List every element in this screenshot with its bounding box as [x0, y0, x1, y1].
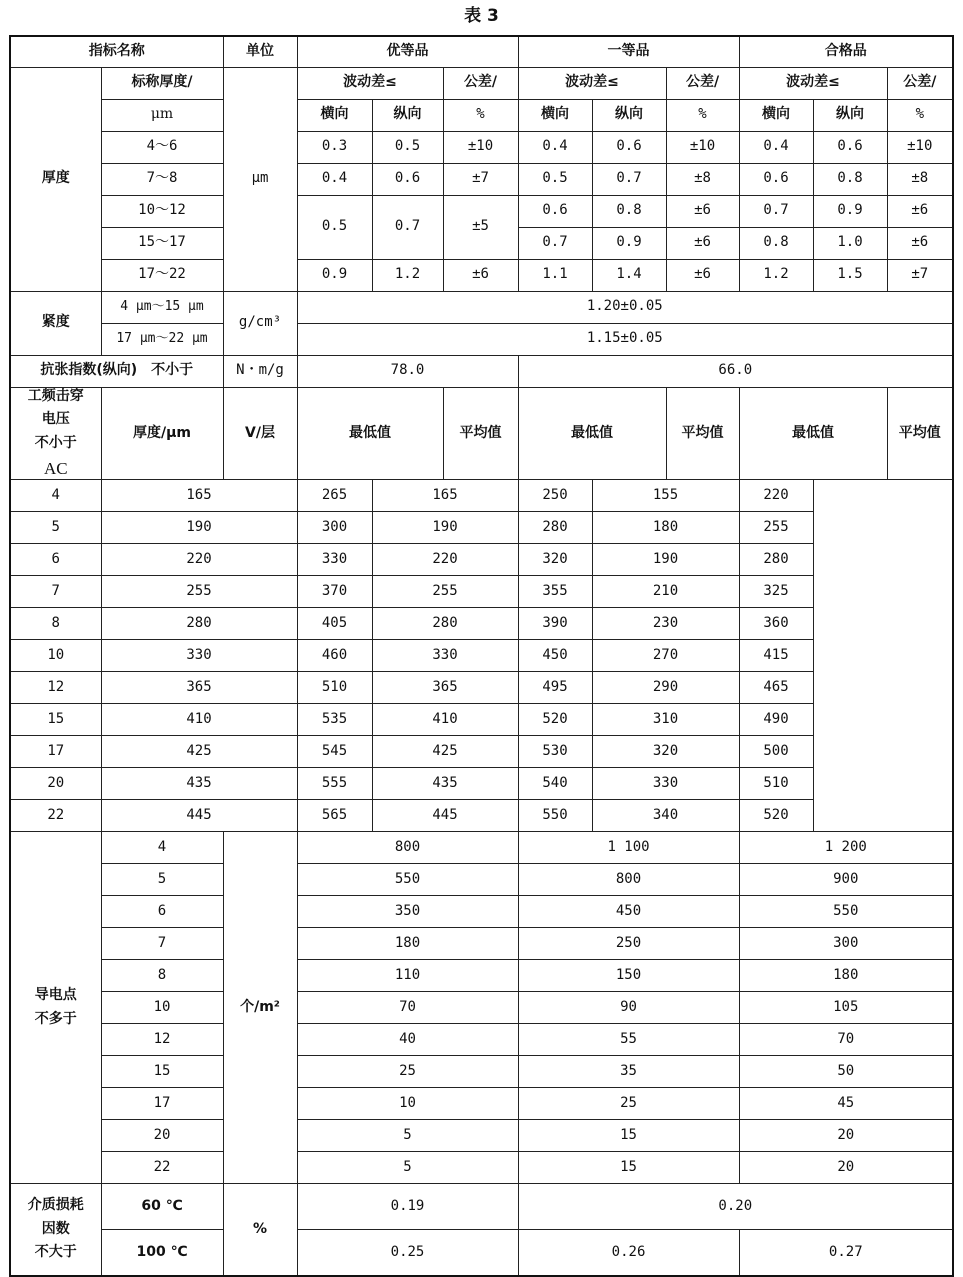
table-cell: 10	[297, 1088, 518, 1120]
dielectric-60-other: 0.20	[518, 1184, 953, 1230]
table-row	[10, 512, 953, 544]
table-row	[10, 608, 953, 640]
table-cell: 0.8	[813, 163, 887, 195]
density-unit: g/cm³	[223, 291, 297, 355]
table-row	[10, 704, 953, 736]
table-cell: 405	[297, 608, 372, 640]
table-cell: 365	[101, 672, 297, 704]
table-cell: 340	[592, 800, 739, 832]
table-cell: 280	[739, 544, 813, 576]
tensile-other: 66.0	[518, 355, 953, 387]
header-unit: 单位	[223, 36, 297, 67]
table-cell: 35	[518, 1056, 739, 1088]
table-cell: 465	[739, 672, 813, 704]
density-label: 紧度	[10, 291, 101, 355]
table-cell: 255	[739, 512, 813, 544]
table-cell: 210	[592, 576, 739, 608]
premium-avg-header: 平均值	[443, 387, 518, 480]
table-cell: 355	[518, 576, 592, 608]
table-cell: 1.2	[372, 259, 443, 291]
table-cell: 1.2	[739, 259, 813, 291]
table-cell: 110	[297, 960, 518, 992]
table-cell: 330	[297, 544, 372, 576]
table-cell: 0.9	[592, 227, 666, 259]
table-cell: 1.5	[813, 259, 887, 291]
dielectric-100-first: 0.26	[518, 1230, 739, 1276]
thickness-range: 17～22	[101, 259, 223, 291]
table-cell: 150	[518, 960, 739, 992]
table-cell: ±6	[443, 259, 518, 291]
breakdown-thickness: 15	[10, 704, 101, 736]
density-row-2	[10, 323, 953, 355]
premium-tol-unit: %	[443, 99, 518, 131]
first-tol-header: 公差/	[666, 67, 739, 99]
table-cell: 0.6	[813, 131, 887, 163]
table-row	[10, 544, 953, 576]
density-range-1: 4 μm～15 μm	[101, 291, 223, 323]
table-cell: 0.9	[297, 259, 372, 291]
table-row	[10, 195, 953, 227]
breakdown-thickness: 17	[10, 736, 101, 768]
table-cell: 5	[297, 1120, 518, 1152]
table-cell: 500	[739, 736, 813, 768]
table-cell: 325	[739, 576, 813, 608]
breakdown-thickness: 7	[10, 576, 101, 608]
table-cell: 290	[592, 672, 739, 704]
density-value-1: 1.20±0.05	[297, 291, 953, 323]
table-cell: 0.5	[518, 163, 592, 195]
table-cell: 0.9	[813, 195, 887, 227]
table-cell: 70	[297, 992, 518, 1024]
table-row	[10, 576, 953, 608]
table-cell: 255	[372, 576, 518, 608]
breakdown-label-line: 不小于	[34, 434, 77, 451]
table-row	[10, 640, 953, 672]
breakdown-label-line: AC	[43, 459, 68, 478]
table-cell: 495	[518, 672, 592, 704]
table-row	[10, 992, 953, 1024]
table-cell: 320	[592, 736, 739, 768]
table-cell: 280	[101, 608, 297, 640]
breakdown-thickness: 22	[10, 800, 101, 832]
table-cell: ±7	[887, 259, 953, 291]
thickness-range: 7～8	[101, 163, 223, 195]
qualified-min-header: 最低值	[739, 387, 887, 480]
table-cell: ±5	[443, 195, 518, 259]
table-row	[10, 832, 953, 864]
breakdown-unit: V/层	[223, 387, 297, 480]
conductive-label-line: 导电点	[34, 987, 77, 1004]
table-cell: 300	[297, 512, 372, 544]
breakdown-thickness: 4	[10, 480, 101, 512]
conductive-thickness: 22	[101, 1152, 223, 1184]
table-cell: 50	[739, 1056, 953, 1088]
breakdown-thickness: 8	[10, 608, 101, 640]
table-cell: 1.0	[813, 227, 887, 259]
table-cell: 165	[372, 480, 518, 512]
tensile-row	[10, 355, 953, 387]
thickness-range: 10～12	[101, 195, 223, 227]
table-row	[10, 131, 953, 163]
table-cell: 0.7	[372, 195, 443, 259]
table-cell: 220	[739, 480, 813, 512]
table-row	[10, 480, 953, 512]
breakdown-thickness: 20	[10, 768, 101, 800]
density-row-1	[10, 291, 953, 323]
table-cell: 530	[518, 736, 592, 768]
table-row	[10, 896, 953, 928]
table-cell: 330	[101, 640, 297, 672]
breakdown-header	[10, 387, 953, 480]
breakdown-thickness: 12	[10, 672, 101, 704]
table-cell: 550	[739, 896, 953, 928]
table-cell: 0.7	[739, 195, 813, 227]
table-cell: 0.4	[739, 131, 813, 163]
table-cell: ±10	[443, 131, 518, 163]
table-cell: 445	[372, 800, 518, 832]
thickness-range: 15～17	[101, 227, 223, 259]
table-cell: 565	[297, 800, 372, 832]
table-cell: 0.6	[518, 195, 592, 227]
first-min-header: 最低值	[518, 387, 666, 480]
table-cell: 360	[739, 608, 813, 640]
header-item: 指标名称	[10, 36, 223, 67]
table-cell: ±10	[887, 131, 953, 163]
qualified-transverse: 横向	[739, 99, 813, 131]
table-cell: 350	[297, 896, 518, 928]
table-cell: 520	[518, 704, 592, 736]
table-cell: 20	[739, 1120, 953, 1152]
premium-min-header: 最低值	[297, 387, 443, 480]
table-cell: 190	[101, 512, 297, 544]
table-cell: 0.4	[518, 131, 592, 163]
table-cell: 450	[518, 640, 592, 672]
table-cell: 370	[297, 576, 372, 608]
header-row	[10, 36, 953, 67]
qualified-wave-header: 波动差≤	[739, 67, 887, 99]
conductive-thickness: 5	[101, 864, 223, 896]
table-cell: 510	[739, 768, 813, 800]
table-cell: 220	[372, 544, 518, 576]
table-cell: 545	[297, 736, 372, 768]
table-cell: 435	[101, 768, 297, 800]
table-cell: 510	[297, 672, 372, 704]
header-first: 一等品	[518, 36, 739, 67]
spec-table	[9, 35, 954, 1277]
table-cell: 445	[101, 800, 297, 832]
thickness-unit: μm	[223, 67, 297, 291]
table-cell: 250	[518, 928, 739, 960]
table-cell: ±6	[666, 259, 739, 291]
first-wave-header: 波动差≤	[518, 67, 666, 99]
breakdown-label	[10, 387, 101, 480]
table-cell: 180	[739, 960, 953, 992]
breakdown-thickness: 10	[10, 640, 101, 672]
table-cell: 1.4	[592, 259, 666, 291]
density-range-2: 17 μm～22 μm	[101, 323, 223, 355]
table-cell: 155	[592, 480, 739, 512]
table-cell: 0.6	[592, 131, 666, 163]
table-cell: 0.4	[297, 163, 372, 195]
table-cell: ±6	[666, 227, 739, 259]
dielectric-unit: %	[223, 1184, 297, 1276]
table-cell: 0.3	[297, 131, 372, 163]
table-row	[10, 259, 953, 291]
table-cell: 490	[739, 704, 813, 736]
nominal-thickness-header: 标称厚度/	[101, 67, 223, 99]
table-cell: 0.5	[297, 195, 372, 259]
dielectric-label-line: 介质损耗	[27, 1197, 84, 1214]
table-cell: 190	[592, 544, 739, 576]
premium-transverse: 横向	[297, 99, 372, 131]
qualified-tol-unit: %	[887, 99, 953, 131]
header-qualified: 合格品	[739, 36, 953, 67]
dielectric-label-line: 因数	[41, 1220, 70, 1237]
table-cell: 1 100	[518, 832, 739, 864]
dielectric-label-line: 不大于	[34, 1244, 77, 1261]
table-caption: 表 3	[464, 6, 499, 26]
breakdown-thickness: 6	[10, 544, 101, 576]
table-row	[10, 1088, 953, 1120]
breakdown-thickness: 5	[10, 512, 101, 544]
table-cell: ±10	[666, 131, 739, 163]
table-cell: ±8	[666, 163, 739, 195]
conductive-label	[10, 832, 101, 1184]
table-cell: 45	[739, 1088, 953, 1120]
thickness-range: 4～6	[101, 131, 223, 163]
conductive-thickness: 7	[101, 928, 223, 960]
table-row	[10, 1152, 953, 1184]
thickness-subheader-2	[10, 99, 953, 131]
table-cell: 550	[297, 864, 518, 896]
table-cell: 460	[297, 640, 372, 672]
table-cell: 25	[518, 1088, 739, 1120]
table-row	[10, 768, 953, 800]
table-cell: 40	[297, 1024, 518, 1056]
table-cell: ±7	[443, 163, 518, 195]
table-cell: 540	[518, 768, 592, 800]
table-cell: 330	[372, 640, 518, 672]
table-cell: 365	[372, 672, 518, 704]
conductive-unit: 个/m²	[223, 832, 297, 1184]
table-cell: 15	[518, 1120, 739, 1152]
table-cell: 270	[592, 640, 739, 672]
table-cell: 105	[739, 992, 953, 1024]
table-cell: 555	[297, 768, 372, 800]
table-cell: ±6	[887, 195, 953, 227]
table-cell: 0.7	[592, 163, 666, 195]
table-cell: 280	[518, 512, 592, 544]
table-cell: 330	[592, 768, 739, 800]
dielectric-100-premium: 0.25	[297, 1230, 518, 1276]
table-row	[10, 1056, 953, 1088]
table-cell: 1.1	[518, 259, 592, 291]
first-avg-header: 平均值	[666, 387, 739, 480]
header-premium: 优等品	[297, 36, 518, 67]
table-cell: ±6	[887, 227, 953, 259]
density-value-2: 1.15±0.05	[297, 323, 953, 355]
table-cell: 70	[739, 1024, 953, 1056]
breakdown-label-line: 电压	[41, 411, 70, 427]
table-cell: 535	[297, 704, 372, 736]
table-cell: 320	[518, 544, 592, 576]
thickness-label: 厚度	[10, 67, 101, 291]
table-cell: 450	[518, 896, 739, 928]
table-row	[10, 960, 953, 992]
table-cell: 0.7	[518, 227, 592, 259]
table-cell: 180	[297, 928, 518, 960]
tensile-unit: N・m/g	[223, 355, 297, 387]
table-cell: 800	[518, 864, 739, 896]
first-tol-unit: %	[666, 99, 739, 131]
table-cell: 1 200	[739, 832, 953, 864]
conductive-thickness: 20	[101, 1120, 223, 1152]
table-row	[10, 928, 953, 960]
qualified-tol-header: 公差/	[887, 67, 953, 99]
conductive-thickness: 12	[101, 1024, 223, 1056]
thickness-subheader-1	[10, 67, 953, 99]
table-cell: 180	[592, 512, 739, 544]
table-cell: 230	[592, 608, 739, 640]
table-cell: 520	[739, 800, 813, 832]
qualified-longitudinal: 纵向	[813, 99, 887, 131]
table-cell: 220	[101, 544, 297, 576]
table-row	[10, 736, 953, 768]
first-longitudinal: 纵向	[592, 99, 666, 131]
conductive-thickness: 15	[101, 1056, 223, 1088]
table-cell: 165	[101, 480, 297, 512]
dielectric-100-qualified: 0.27	[739, 1230, 953, 1276]
table-cell: 0.5	[372, 131, 443, 163]
table-cell: 410	[101, 704, 297, 736]
table-cell: 190	[372, 512, 518, 544]
tensile-label: 抗张指数(纵向) 不小于	[10, 355, 223, 387]
table-cell: ±6	[666, 195, 739, 227]
table-cell: 90	[518, 992, 739, 1024]
table-cell: 55	[518, 1024, 739, 1056]
premium-longitudinal: 纵向	[372, 99, 443, 131]
table-cell: 255	[101, 576, 297, 608]
table-row	[10, 1024, 953, 1056]
table-row	[10, 1120, 953, 1152]
table-cell: 0.6	[739, 163, 813, 195]
table-row	[10, 672, 953, 704]
conductive-thickness: 17	[101, 1088, 223, 1120]
premium-wave-header: 波动差≤	[297, 67, 443, 99]
table-cell: 800	[297, 832, 518, 864]
table-cell: 5	[297, 1152, 518, 1184]
table-cell: 550	[518, 800, 592, 832]
table-cell: 410	[372, 704, 518, 736]
dielectric-temp-100: 100 ℃	[101, 1230, 223, 1276]
first-transverse: 横向	[518, 99, 592, 131]
table-cell: 25	[297, 1056, 518, 1088]
dielectric-row-60	[10, 1184, 953, 1230]
nominal-thickness-unit: μm	[101, 99, 223, 131]
table-cell: 900	[739, 864, 953, 896]
table-cell: 390	[518, 608, 592, 640]
table-row	[10, 864, 953, 896]
table-cell: 0.8	[592, 195, 666, 227]
dielectric-temp-60: 60 ℃	[101, 1184, 223, 1230]
table-cell: 425	[372, 736, 518, 768]
table-row	[10, 800, 953, 832]
table-cell: 425	[101, 736, 297, 768]
premium-tol-header: 公差/	[443, 67, 518, 99]
table-cell: 415	[739, 640, 813, 672]
table-cell: 280	[372, 608, 518, 640]
table-cell: 310	[592, 704, 739, 736]
table-cell: 0.8	[739, 227, 813, 259]
table-cell: 435	[372, 768, 518, 800]
table-row	[10, 163, 953, 195]
qualified-avg-header: 平均值	[887, 387, 953, 480]
dielectric-60-premium: 0.19	[297, 1184, 518, 1230]
conductive-thickness: 4	[101, 832, 223, 864]
conductive-thickness: 6	[101, 896, 223, 928]
table-cell: 15	[518, 1152, 739, 1184]
tensile-premium: 78.0	[297, 355, 518, 387]
dielectric-row-100	[10, 1230, 953, 1276]
table-cell: 265	[297, 480, 372, 512]
dielectric-label	[10, 1184, 101, 1276]
table-cell: 300	[739, 928, 953, 960]
conductive-label-line: 不多于	[34, 1010, 77, 1027]
breakdown-label-line: 工频击穿	[27, 387, 84, 404]
conductive-thickness: 10	[101, 992, 223, 1024]
breakdown-thickness-header: 厚度/μm	[101, 387, 223, 480]
table-cell: ±8	[887, 163, 953, 195]
conductive-thickness: 8	[101, 960, 223, 992]
table-cell: 20	[739, 1152, 953, 1184]
table-cell: 250	[518, 480, 592, 512]
table-cell: 0.6	[372, 163, 443, 195]
